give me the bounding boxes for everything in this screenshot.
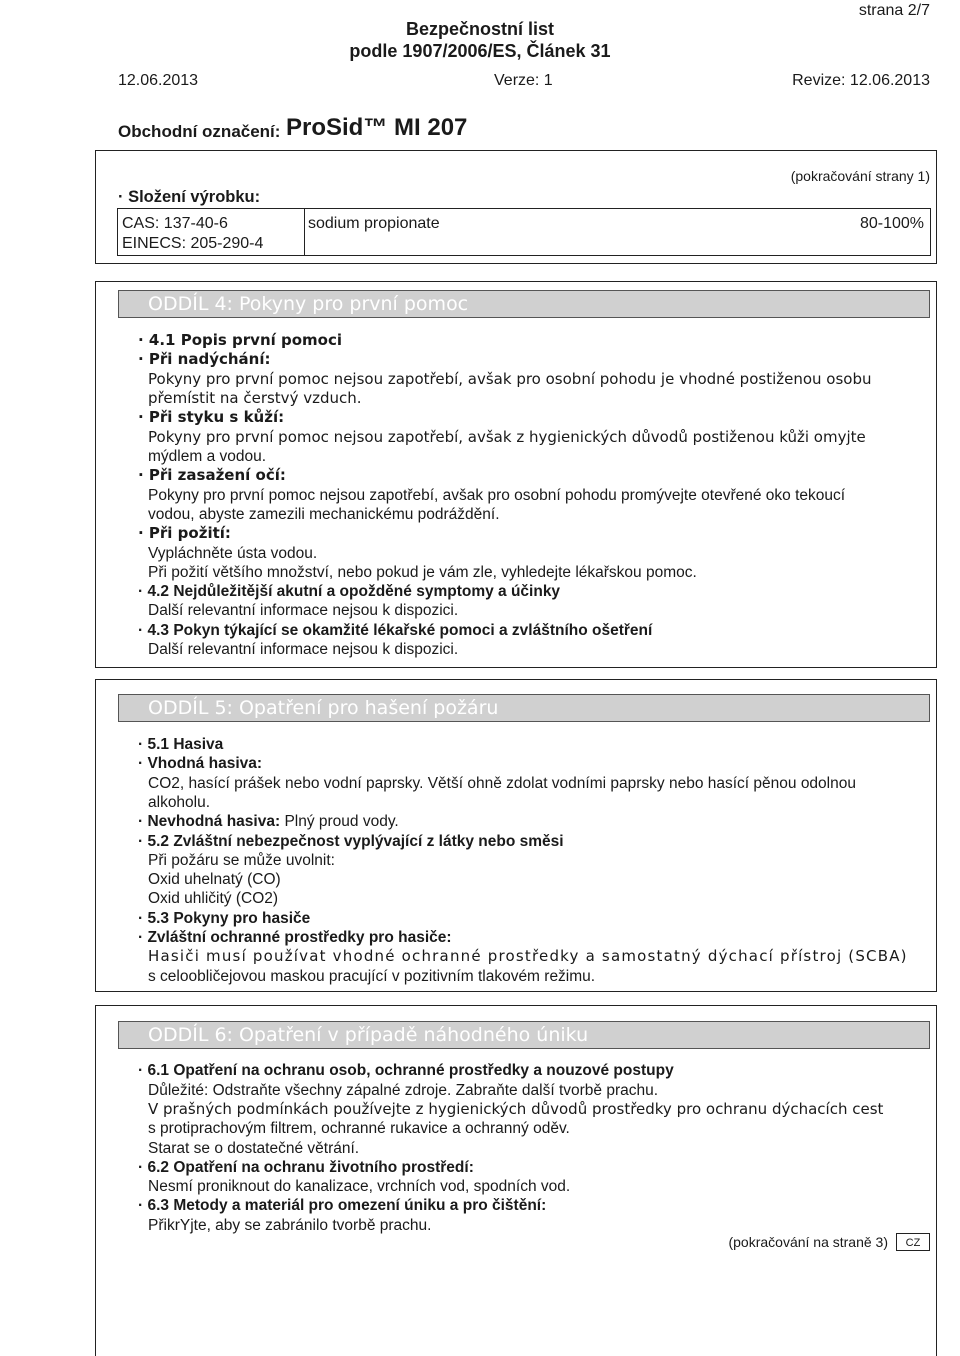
s4-line: · 4.1 Popis první pomoci <box>138 331 343 349</box>
s4-line: Vypláchněte ústa vodou. <box>148 545 318 562</box>
meta-row <box>118 72 930 94</box>
cas-number: CAS: 137-40-6 <box>122 215 228 232</box>
unsuitable-value: Plný proud vody. <box>284 813 399 830</box>
section-4-title: ODDÍL 4: Pokyny pro první pomoc <box>118 290 930 318</box>
s5-line: · Vhodná hasiva: <box>138 755 263 772</box>
section-5-title: ODDÍL 5: Opatření pro hašení požáru <box>118 694 930 722</box>
s4-line: · Při požití: <box>138 524 231 542</box>
s4-line: Další relevantní informace nejsou k dispozici. <box>148 602 459 619</box>
s4-line: · Při styku s kůží: <box>138 408 285 426</box>
s6-line: · 6.1 Opatření na ochranu osob, ochranné prostředky a nouzové postupy <box>138 1062 674 1079</box>
s5-line: CO2, hasící prášek nebo vodní paprsky. Větší ohně zdolat vodními paprsky nebo hasící pěnou odolnou <box>148 775 856 792</box>
einecs-number: EINECS: 205-290-4 <box>122 235 264 252</box>
s5-line <box>138 812 399 831</box>
s4-line: · Při nadýchání: <box>138 350 271 368</box>
continued-from: (pokračování strany 1) <box>790 168 930 184</box>
s4-line: Při požití většího množství, nebo pokud je vám zle, vyhledejte lékařskou pomoc. <box>148 564 697 581</box>
s5-line: · 5.2 Zvláštní nebezpečnost vyplývající z látky nebo směsi <box>138 833 564 850</box>
document-title <box>0 18 960 62</box>
s6-line: Starat se o dostatečné větrání. <box>148 1140 360 1157</box>
s4-line: přemístit na čerstvý vzduch. <box>148 389 362 407</box>
subtitle-line: podle 1907/2006/ES, Článek 31 <box>349 41 611 61</box>
revision: Revize: 12.06.2013 <box>792 72 930 89</box>
composition-heading: · Složení výrobku: <box>118 188 261 206</box>
s4-line: Pokyny pro první pomoc nejsou zapotřebí, avšak pro osobní pohodu je vhodné postiženou osobu <box>148 370 872 388</box>
title-line: Bezpečnostní list <box>405 19 555 39</box>
s5-line: · 5.1 Hasiva <box>138 736 224 753</box>
s6-line: Důležité: Odstraňte všechny zápalné zdroje. Zabraňte další tvorbě prachu. <box>148 1082 659 1099</box>
unsuitable-label: · Nevhodná hasiva: <box>138 813 281 830</box>
page-number: strana 2/7 <box>858 2 930 19</box>
concentration: 80-100% <box>859 215 924 232</box>
section-6-title: ODDÍL 6: Opatření v případě náhodného úniku <box>118 1021 930 1049</box>
s5-line: Oxid uhličitý (CO2) <box>148 890 279 907</box>
s5-line: · Zvláštní ochranné prostředky pro hasiče: <box>138 929 452 946</box>
s6-line: · 6.2 Opatření na ochranu životního prostředí: <box>138 1159 474 1176</box>
s5-line: s celoobličejovou maskou pracující v pozitivním tlakovém režimu. <box>148 968 596 985</box>
s5-line: Při požáru se může uvolnit: <box>148 852 335 869</box>
trade-label: Obchodní označení: <box>118 122 281 141</box>
s4-line: · 4.2 Nejdůležitější akutní a opožděné symptomy a účinky <box>138 583 561 600</box>
continued-to: (pokračování na straně 3) <box>728 1234 888 1250</box>
substance-name: sodium propionate <box>308 215 440 232</box>
language-code: CZ <box>896 1233 930 1251</box>
s4-line: · Při zasažení očí: <box>138 466 286 484</box>
trade-name: ProSid™ MI 207 <box>286 114 468 141</box>
s6-line: · 6.3 Metody a materiál pro omezení úniku a pro čištění: <box>138 1197 547 1214</box>
s4-line: Pokyny pro první pomoc nejsou zapotřebí, avšak pro osobní pohodu promývejte otevřené oko tekoucí <box>148 487 846 504</box>
s5-line: alkoholu. <box>148 794 211 811</box>
s4-line: Další relevantní informace nejsou k dispozici. <box>148 641 459 658</box>
s4-line: Pokyny pro první pomoc nejsou zapotřebí, avšak z hygienických důvodů postiženou kůži omyjte <box>148 428 866 446</box>
s4-line: · 4.3 Pokyn týkající se okamžité lékařské pomoci a zvláštního ošetření <box>138 622 653 639</box>
issue-date: 12.06.2013 <box>118 72 199 89</box>
s6-line: s protiprachovým filtrem, ochranné rukavice a ochranný oděv. <box>148 1120 570 1137</box>
version: Verze: 1 <box>494 72 553 89</box>
s4-line: vodou, abyste zamezili mechanickému podráždění. <box>148 506 500 523</box>
s6-line: Nesmí proniknout do kanalizace, vrchních vod, spodních vod. <box>148 1178 571 1195</box>
s4-line: mýdlem a vodou. <box>148 448 267 465</box>
table-divider <box>304 209 305 255</box>
s6-line: PřikrYjte, aby se zabránilo tvorbě prachu. <box>148 1217 432 1234</box>
s5-line: Oxid uhelnatý (CO) <box>148 871 281 888</box>
s5-line: Hasiči musí používat vhodné ochranné prostředky a samostatný dýchací přístroj (SCBA) <box>148 947 908 965</box>
s5-line: · 5.3 Pokyny pro hasiče <box>138 910 311 927</box>
s6-line: V prašných podmínkách používejte z hygienických důvodů prostředky pro ochranu dýchacích cest <box>148 1100 884 1118</box>
